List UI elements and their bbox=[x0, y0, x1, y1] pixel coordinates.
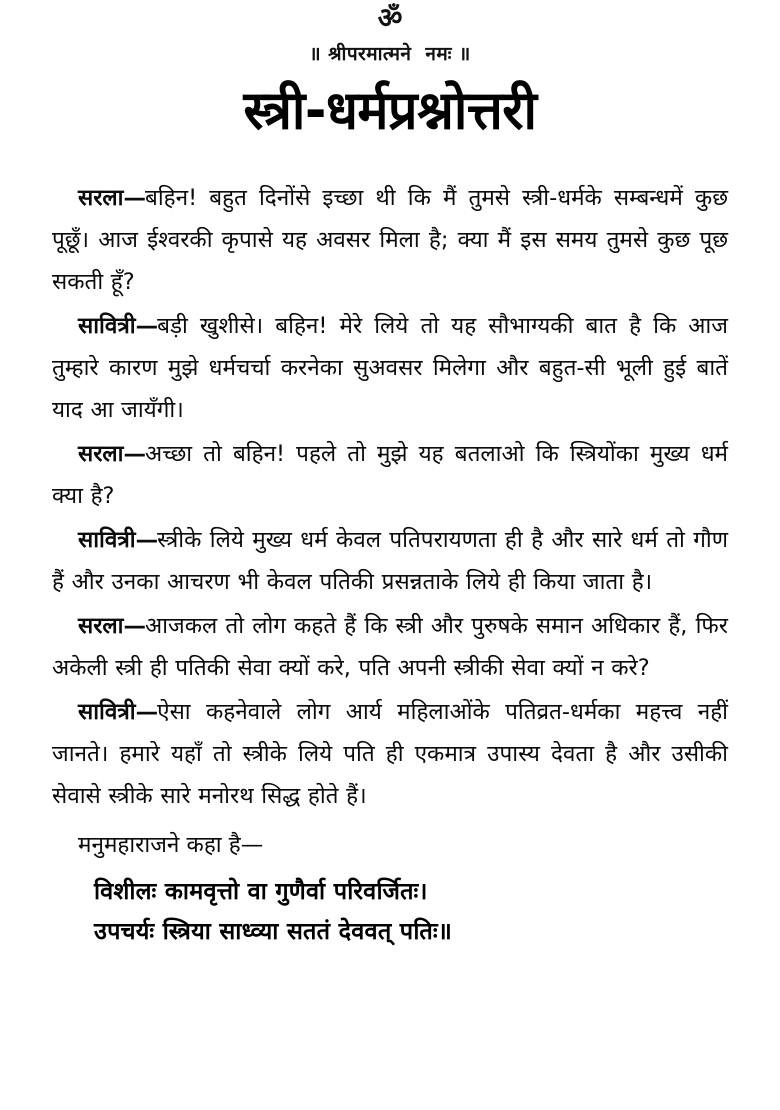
speaker-dash-3: — bbox=[123, 440, 145, 467]
page-title: स्त्री-धर्मप्रश्नोत्तरी bbox=[243, 80, 537, 142]
speaker-name-5: सरला bbox=[78, 612, 124, 639]
dialogue-text-6: ऐसा कहनेवाले लोग आर्य महिलाओंके पतिव्रत-धर्मका महत्त्व नहीं जानते। हमारे यहाँ तो स्त्रीके लिये पति ही एकमात्र उपास्य देवता है और उसीकी सेवासे स्त्रीके सारे मनोरथ सिद्ध होते हैं। bbox=[52, 698, 728, 809]
om-symbol-container bbox=[0, 2, 780, 36]
speaker-name-1: सरला bbox=[78, 184, 124, 211]
dialogue-text-1: बहिन! बहुत दिनोंसे इच्छा थी कि मैं तुमसे स्त्री-धर्मके सम्बन्धमें कुछ पूछूँ। आज ईश्वरकी कृपासे यह अवसर मिला है; क्या मैं इस समय तुमसे कुछ पूछ सकती हूँ? bbox=[52, 184, 728, 295]
dialogue-text-3: अच्छा तो बहिन! पहले तो मुझे यह बतलाओ कि स्त्रियोंका मुख्य धर्म क्या है? bbox=[52, 440, 728, 509]
verse-line-1: विशीलः कामवृत्तो वा गुणैर्वा परिवर्जितः। bbox=[94, 876, 428, 905]
dialogue-text-4: स्त्रीके लिये मुख्य धर्म केवल पतिपरायणता ही है और सारे धर्म तो गौण हैं और उनका आचरण भी केवल पतिकी प्रसन्नताके लिये ही किया जाता है। bbox=[52, 526, 728, 595]
body-text-container bbox=[52, 177, 728, 951]
verse-line-2: उपचर्यः स्त्रिया साध्व्या सततं देववत् पतिः॥ bbox=[94, 916, 453, 945]
speaker-name-2: सावित्री bbox=[78, 312, 136, 339]
citation-intro: मनुमहाराजने कहा है— bbox=[78, 831, 264, 858]
speaker-dash-6: — bbox=[135, 698, 158, 725]
speaker-dash-5: — bbox=[123, 612, 145, 639]
document-page bbox=[0, 2, 780, 1110]
speaker-name-4: सावित्री bbox=[78, 526, 136, 553]
om-icon: ॐ bbox=[377, 2, 403, 35]
dialogue-paragraph-4 bbox=[52, 519, 728, 603]
sanskrit-verse bbox=[52, 871, 728, 951]
invocation-line: ॥ श्रीपरमात्मने नमः ॥ bbox=[309, 43, 471, 65]
dialogue-text-2: बड़ी खुशीसे। बहिन! मेरे लिये तो यह सौभाग्यकी बात है कि आज तुम्हारे कारण मुझे धर्मचर्चा करनेका सुअवसर मिलेगा और बहुत-सी भूली हुई बातें याद आ जायँगी। bbox=[52, 312, 728, 423]
dialogue-paragraph-1 bbox=[52, 177, 728, 303]
dialogue-paragraph-2 bbox=[52, 305, 728, 431]
speaker-name-3: सरला bbox=[78, 440, 124, 467]
speaker-dash-2: — bbox=[135, 312, 158, 339]
speaker-name-6: सावित्री bbox=[78, 698, 136, 725]
speaker-dash-4: — bbox=[135, 526, 158, 553]
dialogue-paragraph-3 bbox=[52, 433, 728, 517]
dialogue-paragraph-5 bbox=[52, 605, 728, 689]
dialogue-paragraph-6 bbox=[52, 691, 728, 817]
speaker-dash-1: — bbox=[123, 184, 145, 211]
dialogue-text-5: आजकल तो लोग कहते हैं कि स्त्री और पुरुषके समान अधिकार हैं, फिर अकेली स्त्री ही पतिकी सेवा क्यों करे, पति अपनी स्त्रीकी सेवा क्यों न करे? bbox=[52, 612, 728, 681]
